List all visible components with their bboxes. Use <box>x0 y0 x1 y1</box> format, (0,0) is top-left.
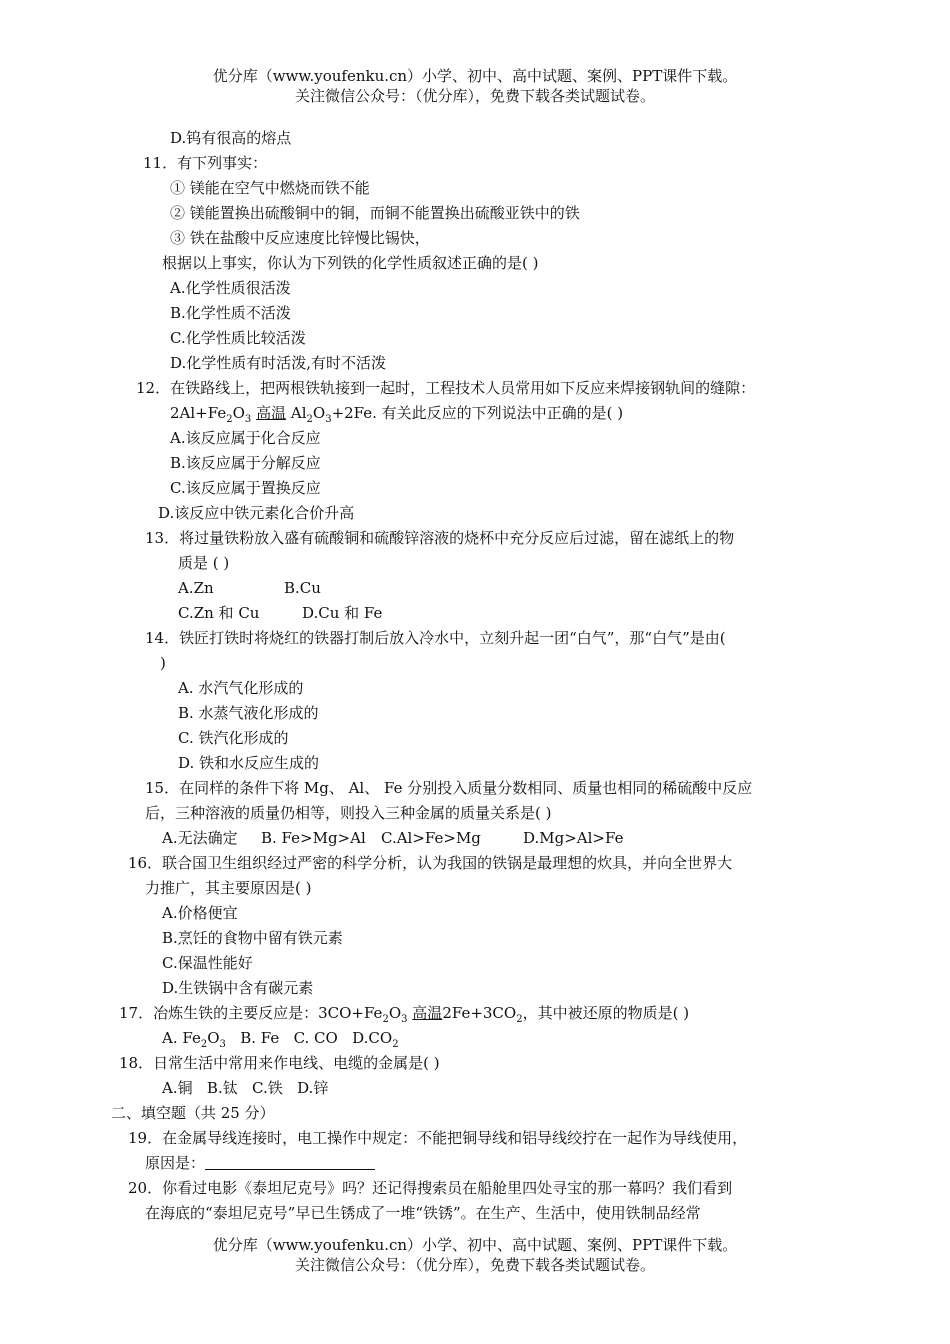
q11-question: 根据以上事实，你认为下列铁的化学性质叙述正确的是( ) <box>162 254 539 272</box>
q12-stem: 12．在铁路线上，把两根铁轨接到一起时，工程技术人员常用如下反应来焊接钢轨间的缝隙： <box>136 379 756 397</box>
q13-stem-cont: 质是 ( ) <box>178 554 230 572</box>
q13-option-b: B.Cu <box>284 579 321 597</box>
q17-option-d: $D.CO_2$ <box>352 1029 399 1050</box>
q18-options <box>162 1078 328 1098</box>
q17-reaction-condition: 高温 <box>412 1004 443 1022</box>
q19-answer-line: 原因是： <box>145 1153 375 1173</box>
q11-option-b: B.化学性质不活泼 <box>170 304 291 322</box>
q11-option-a: A.化学性质很活泼 <box>170 279 291 297</box>
q14-stem: 14．铁匠打铁时将烧红的铁器打制后放入冷水中，立刻升起一团“白气”，那“白气”是由( <box>145 629 726 647</box>
q11-fact-2: ② 镁能置换出硫酸铜中的铜，而铜不能置换出硫酸亚铁中的铁 <box>170 204 580 222</box>
section-title-fill-in: 二、填空题（共 25 分） <box>111 1104 275 1122</box>
q14-option-a: A. 水汽气化形成的 <box>178 679 304 697</box>
q20-stem: 20．你看过电影《泰坦尼克号》吗？还记得搜索员在船舱里四处寻宝的那一幕吗？我们看到 <box>128 1179 733 1197</box>
q12-option-b: B.该反应属于分解反应 <box>170 454 321 472</box>
q11-fact-1: ① 镁能在空气中燃烧而铁不能 <box>170 179 370 197</box>
q14-option-c: C. 铁汽化形成的 <box>178 729 289 747</box>
q14-option-b: B. 水蒸气液化形成的 <box>178 704 319 722</box>
q16-option-b: B.烹饪的食物中留有铁元素 <box>162 929 343 947</box>
footer-line-1: 优分库（www.youfenku.cn）小学、初中、高中试题、案例、PPT课件下载。 <box>212 1236 738 1254</box>
q12-equation: $2Al+Fe_2O_3$ 高温 $Al_2O_3+2Fe$. 有关此反应的下列说法中正确的是( ) <box>170 404 624 425</box>
q15-option-d: D.Mg>Al>Fe <box>523 829 624 847</box>
q11-stem: 11．有下列事实： <box>143 154 268 172</box>
q18-option-c: C.铁 <box>252 1079 283 1097</box>
q17-option-c: C. CO <box>293 1029 338 1047</box>
q13-stem: 13．将过量铁粉放入盛有硫酸铜和硫酸锌溶液的烧杯中充分反应后过滤，留在滤纸上的物 <box>145 529 735 547</box>
q15-stem: 15．在同样的条件下将 Mg、 Al、 Fe 分别投入质量分数相同、质量也相同的稀硫酸中反应 <box>145 779 753 797</box>
q13-option-c: C.Zn 和 Cu <box>178 604 260 622</box>
q18-option-a: A.铜 <box>162 1079 193 1097</box>
q17-stem: 17．冶炼生铁的主要反应是：$3CO+Fe_2O_3$ 高温$2Fe+3CO_2$，其中被还原的物质是( ) <box>119 1004 690 1025</box>
q15-option-b: B. Fe>Mg>Al <box>261 829 366 847</box>
header-line-1: 优分库（www.youfenku.cn）小学、初中、高中试题、案例、PPT课件下载。 <box>212 67 738 85</box>
q17-option-a: A. $Fe_2O_3$ <box>162 1029 226 1050</box>
q11-fact-3: ③ 铁在盐酸中反应速度比锌慢比锡快， <box>170 229 430 247</box>
q18-stem: 18．日常生活中常用来作电线、电缆的金属是( ) <box>119 1054 440 1072</box>
q14-stem-cont: ) <box>160 654 166 672</box>
q15-stem-cont: 后，三种溶液的质量仍相等，则投入三种金属的质量关系是( ) <box>145 804 552 822</box>
q13-option-d: D.Cu 和 Fe <box>302 604 383 622</box>
q19-answer-blank[interactable] <box>205 1154 375 1170</box>
q12-option-d: D.该反应中铁元素化合价升高 <box>158 504 355 522</box>
q16-option-a: A.价格便宜 <box>162 904 238 922</box>
q12-option-a: A.该反应属于化合反应 <box>170 429 321 447</box>
q16-stem: 16．联合国卫生组织经过严密的科学分析，认为我国的铁锅是最理想的炊具，并向全世界大 <box>128 854 733 872</box>
q15-option-c: C.Al>Fe>Mg <box>381 829 481 847</box>
footer-line-2: 关注微信公众号：（优分库），免费下载各类试题试卷。 <box>294 1256 655 1274</box>
q11-option-d: D.化学性质有时活泼,有时不活泼 <box>170 354 387 372</box>
q16-stem-cont: 力推广，其主要原因是( ) <box>145 879 312 897</box>
header-line-2: 关注微信公众号：（优分库），免费下载各类试题试卷。 <box>294 87 655 105</box>
q18-option-d: D.锌 <box>297 1079 329 1097</box>
q14-option-d: D. 铁和水反应生成的 <box>178 754 320 772</box>
q10-option-d: D.钨有很高的熔点 <box>170 129 292 147</box>
q12-option-c: C.该反应属于置换反应 <box>170 479 321 497</box>
q12-reaction-condition: 高温 <box>256 404 287 422</box>
q16-option-d: D.生铁锅中含有碳元素 <box>162 979 314 997</box>
q20-stem-cont: 在海底的“泰坦尼克号”早已生锈成了一堆“铁锈”。在生产、生活中，使用铁制品经常 <box>145 1204 701 1222</box>
q15-option-a: A.无法确定 <box>162 829 238 847</box>
q19-stem: 19．在金属导线连接时，电工操作中规定：不能把铜导线和铝导线绞拧在一起作为导线使用， <box>128 1129 748 1147</box>
q16-option-c: C.保温性能好 <box>162 954 253 972</box>
q17-option-b: B. Fe <box>240 1029 280 1047</box>
q18-option-b: B.钛 <box>206 1079 238 1097</box>
q11-option-c: C.化学性质比较活泼 <box>170 329 306 347</box>
q13-option-a: A.Zn <box>178 579 214 597</box>
q17-options <box>162 1028 399 1048</box>
